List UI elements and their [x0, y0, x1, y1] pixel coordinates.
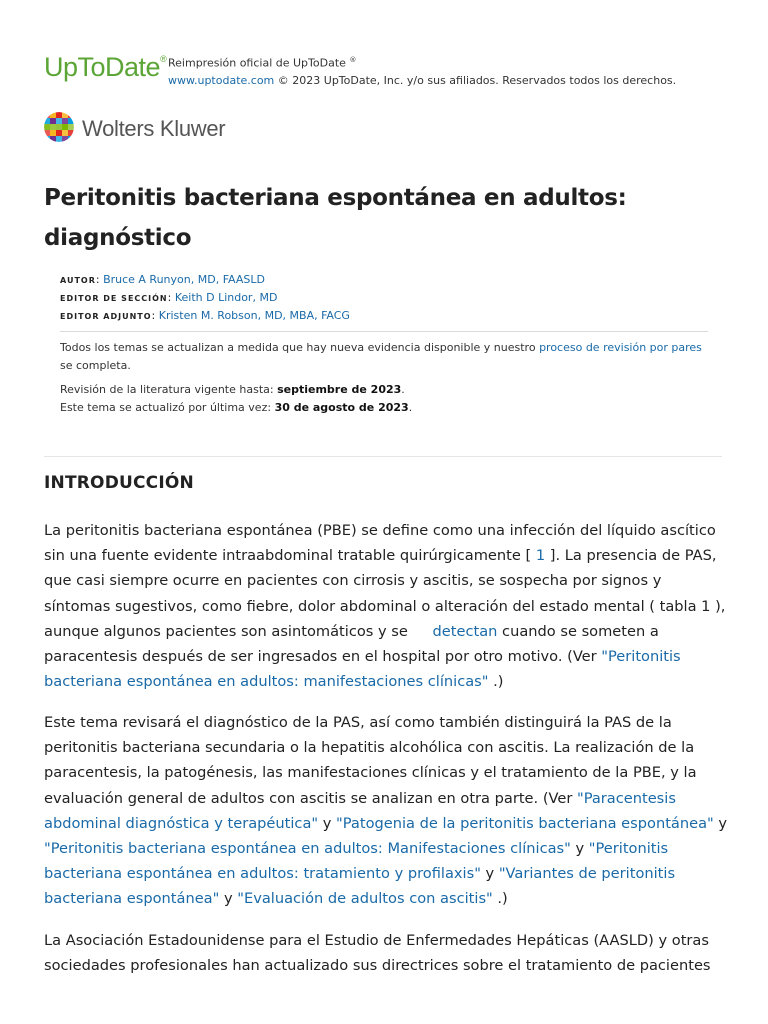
globe-tile	[44, 130, 50, 136]
update-text: Todos los temas se actualizan a medida que hay nueva evidencia disponible y nuestro	[60, 341, 540, 354]
uptodate-logo[interactable]	[44, 52, 166, 83]
globe-tile	[50, 124, 56, 130]
review-dates	[60, 381, 412, 417]
globe-tile	[56, 124, 62, 130]
paragraph-text: .)	[488, 673, 504, 691]
reprint-text: Reimpresión oficial de UpToDate	[168, 56, 346, 70]
globe-tile	[56, 118, 62, 124]
section-divider	[44, 456, 722, 457]
reprint-header	[44, 50, 744, 90]
copyright-text: © 2023 UpToDate, Inc. y/o sus afiliados. Reservados todos los derechos.	[274, 73, 677, 87]
topic-link-pathogenesis[interactable]: "Patogenia de la peritonitis bacteriana espontánea"	[336, 814, 714, 832]
globe-tile	[44, 124, 50, 130]
reference-link-1[interactable]: 1	[535, 547, 546, 565]
globe-tile	[68, 136, 74, 142]
globe-tile	[50, 118, 56, 124]
topic-link-ascites-evaluation[interactable]: "Evaluación de adultos con ascitis"	[237, 890, 493, 908]
last-updated-row: Este tema se actualizó por última vez: 30 de agosto de 2023.	[60, 401, 413, 414]
update-text-end: se completa.	[60, 359, 131, 372]
globe-tile	[50, 112, 56, 118]
wolters-kluwer-name: Wolters Kluwer	[82, 116, 226, 141]
intro-paragraph-2	[44, 710, 728, 912]
topic-link-variants[interactable]: "Variantes de peritonitis bacteriana espontánea"	[44, 865, 676, 908]
topic-link-paracentesis[interactable]: "Paracentesis abdominal diagnóstica y terapéutica"	[44, 789, 676, 832]
globe-tile	[44, 136, 50, 142]
paragraph-text: y	[713, 814, 728, 832]
globe-tile	[56, 112, 62, 118]
author-row: AUTOR: Bruce A Runyon, MD, FAASLD	[60, 273, 265, 286]
paragraph-text: ]. La presencia de PAS, que casi siempre ocurre en pacientes con cirrosis y ascitis, se sospecha por signos y síntomas sugestivos, como fiebre, dolor abdominal o alteración del estado mental ( tabla 1 ), aunque algunos pacientes son asintomáticos y se	[44, 547, 726, 640]
author-role-label: AUTOR	[60, 276, 96, 285]
literature-review-row: Revisión de la literatura vigente hasta: septiembre de 2023.	[60, 383, 405, 396]
author-list	[60, 271, 350, 325]
wolters-kluwer-globe-icon	[44, 112, 74, 142]
logo-registered-mark: ®	[160, 54, 167, 64]
author-role-label: EDITOR DE SECCIÓN	[60, 294, 168, 303]
topic-link-treatment[interactable]: "Peritonitis bacteriana espontánea en adultos: tratamiento y profilaxis"	[44, 840, 669, 883]
globe-tile	[56, 130, 62, 136]
article-title: Peritonitis bacteriana espontánea en adultos: diagnóstico	[44, 185, 627, 251]
globe-tile	[68, 112, 74, 118]
logo-text: UpToDate	[44, 52, 161, 82]
intro-paragraph-1	[44, 518, 728, 694]
meta-divider	[60, 331, 708, 332]
intro-paragraph-3	[44, 928, 728, 978]
globe-tile	[68, 124, 74, 130]
globe-tile	[62, 124, 68, 130]
globe-tile	[68, 130, 74, 136]
peer-review-link[interactable]: proceso de revisión por pares	[539, 341, 702, 354]
globe-tile	[68, 118, 74, 124]
reprint-registered-mark: ®	[349, 56, 357, 64]
update-notice	[60, 339, 710, 375]
updated-label: Este tema se actualizó por última vez:	[60, 401, 275, 414]
review-date: septiembre de 2023	[277, 383, 402, 396]
updated-date: 30 de agosto de 2023	[274, 401, 409, 414]
paragraph-text: y	[318, 814, 337, 832]
reprint-notice	[168, 52, 676, 89]
paragraph-text: La peritonitis bacteriana espontánea (PBE) se define como una infección del líquido ascítico sin una fuente evidente intraabdominal tratable quirúrgicamente [	[44, 522, 716, 565]
globe-tile	[62, 118, 68, 124]
globe-tile	[50, 130, 56, 136]
paragraph-text: y	[219, 890, 238, 908]
deputy-editor-link[interactable]: Kristen M. Robson, MD, MBA, FACG	[158, 309, 350, 322]
author-row: EDITOR DE SECCIÓN: Keith D Lindor, MD	[60, 291, 278, 304]
paragraph-text: cuando se someten a paracentesis después de ser ingresados en el hospital por otro motivo. (Ver	[44, 622, 659, 666]
globe-tile	[44, 112, 50, 118]
topic-link-manifestations[interactable]: "Peritonitis bacteriana espontánea en adultos: Manifestaciones clínicas"	[44, 840, 571, 858]
paragraph-text: .)	[492, 890, 508, 908]
globe-tile	[56, 136, 62, 142]
uptodate-site-link[interactable]: www.uptodate.com	[168, 73, 275, 87]
author-link[interactable]: Bruce A Runyon, MD, FAASLD	[103, 273, 265, 286]
topic-link-clinical-manifestations[interactable]: "Peritonitis bacteriana espontánea en adultos: manifestaciones clínicas"	[44, 648, 681, 691]
section-heading: INTRODUCCIÓN	[44, 473, 194, 493]
paragraph-text: y	[480, 865, 499, 883]
globe-tile	[62, 130, 68, 136]
section-editor-link[interactable]: Keith D Lindor, MD	[174, 291, 278, 304]
globe-tile	[50, 136, 56, 142]
paragraph-text: y	[570, 840, 589, 858]
author-role-label: EDITOR ADJUNTO	[60, 312, 152, 321]
detectan-link[interactable]: detectan	[432, 622, 498, 640]
author-row: EDITOR ADJUNTO: Kristen M. Robson, MD, MBA, FACG	[60, 309, 350, 322]
globe-tile	[62, 136, 68, 142]
review-label: Revisión de la literatura vigente hasta:	[60, 383, 278, 396]
paragraph-text: La Asociación Estadounidense para el Estudio de Enfermedades Hepáticas (AASLD) y otras sociedades profesionales han actualizado sus directrices sobre el tratamiento de pacientes	[44, 932, 711, 975]
paragraph-text: Este tema revisará el diagnóstico de la PAS, así como también distinguirá la PAS de la peritonitis bacteriana secundaria o la hepatitis alcohólica con ascitis. La realización de la paracentesis, la patogénesis, las manifestaciones clínicas y el tratamiento de la PBE, y la evaluación general de adultos con ascitis se analizan en otra parte. (Ver	[44, 714, 697, 807]
globe-tile	[44, 118, 50, 124]
globe-tile	[62, 112, 68, 118]
